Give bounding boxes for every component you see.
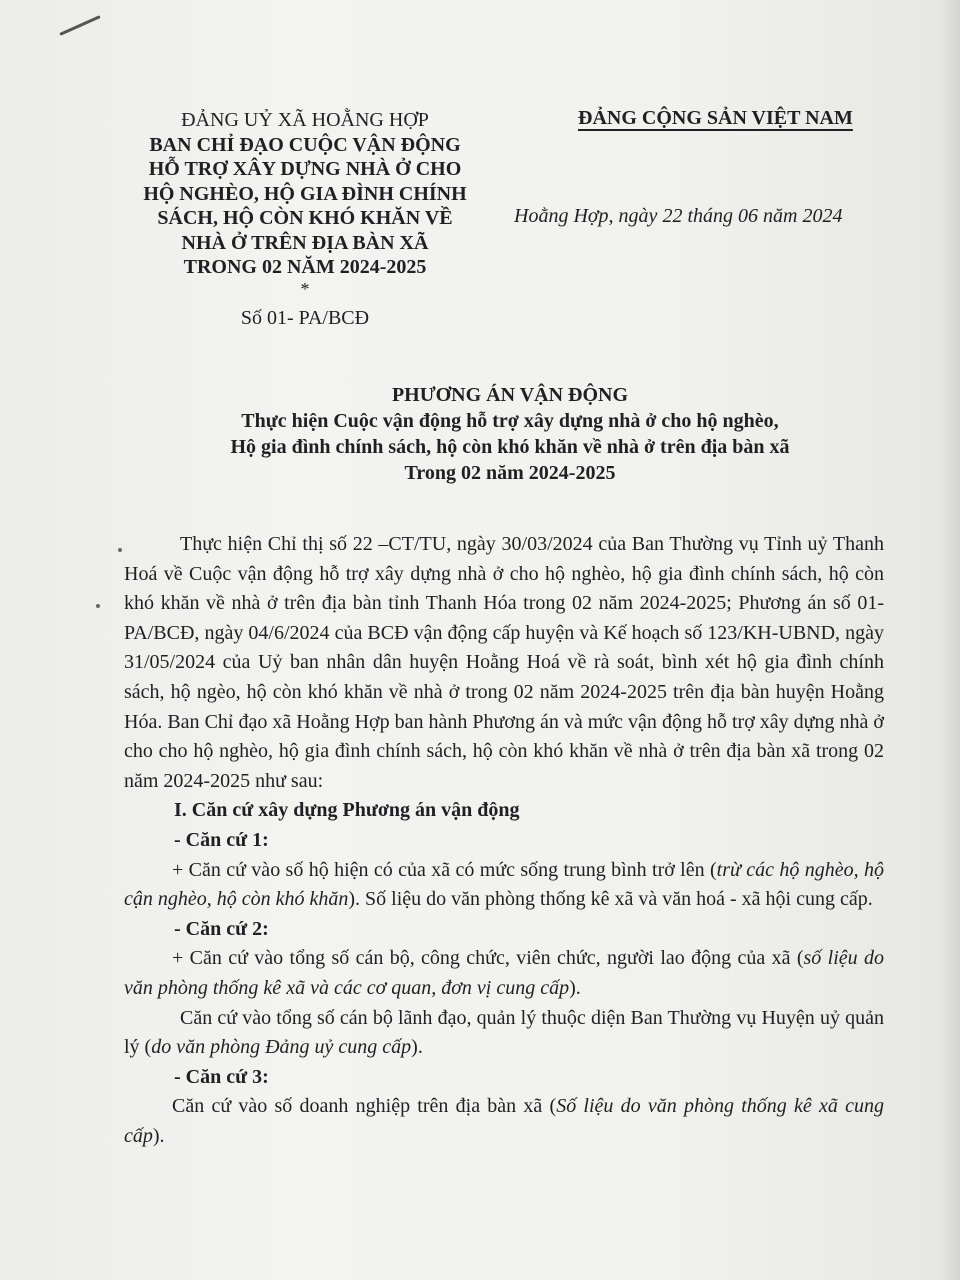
ink-dot-mark: [118, 548, 122, 552]
committee-line: BAN CHỈ ĐẠO CUỘC VẬN ĐỘNG: [149, 133, 461, 156]
basis-text-tail: ).: [569, 976, 581, 999]
basis-italic-text: số liệu do văn phòng thống kê xã và các cơ quan, đơn vị cung cấp: [124, 947, 884, 999]
party-name: ĐẢNG CỘNG SẢN VIỆT NAM: [578, 107, 853, 129]
document-subtitle-line: Thực hiện Cuộc vận động hỗ trợ xây dựng nhà ở cho hộ nghèo,: [241, 410, 779, 432]
document-subtitle-line: Hộ gia đình chính sách, hộ còn khó khăn về nhà ở trên địa bàn xã: [230, 436, 790, 458]
basis-italic-text: Số liệu do văn phòng thống kê xã cung cấp: [124, 1095, 884, 1147]
basis-text-tail: ). Số liệu do văn phòng thống kê xã và văn hoá - xã hội cung cấp.: [348, 888, 873, 911]
issuing-body-header: [110, 108, 500, 330]
document-body: [124, 530, 884, 1151]
basis-italic-text: trừ các hộ nghèo, hộ cận nghèo, hộ còn khó khăn: [124, 858, 884, 911]
basis-text: Căn cứ vào tổng số cán bộ lãnh đạo, quản lý thuộc diện Ban Thường vụ Huyện uỷ quản lý (: [124, 1006, 884, 1059]
basis-text: + Căn cứ vào tổng số cán bộ, công chức, viên chức, người lao động của xã (: [172, 947, 804, 970]
basis-text: + Căn cứ vào số hộ hiện có của xã có mức sống trung bình trở lên (: [172, 858, 717, 881]
basis-paragraph: [124, 1092, 884, 1151]
pen-stroke-mark: [59, 15, 100, 36]
committee-line: SÁCH, HỘ CÒN KHÓ KHĂN VỀ: [157, 207, 453, 229]
basis-label: - Căn cứ 1:: [174, 828, 269, 851]
document-title: PHƯƠNG ÁN VẬN ĐỘNG: [391, 384, 629, 406]
basis-label: - Căn cứ 2:: [174, 917, 269, 940]
page-shadow-edge: [938, 0, 960, 1280]
party-committee-name: ĐẢNG UỶ XÃ HOẰNG HỢP: [181, 109, 429, 131]
committee-line: TRONG 02 NĂM 2024-2025: [183, 256, 427, 278]
document-number: Số 01- PA/BCĐ: [240, 306, 370, 329]
document-subtitle-line: Trong 02 năm 2024-2025: [404, 462, 616, 484]
document-title-block: [100, 382, 920, 486]
basis-italic-text: do văn phòng Đảng uỷ cung cấp: [151, 1036, 412, 1059]
committee-line: HỘ NGHÈO, HỘ GIA ĐÌNH CHÍNH: [143, 182, 467, 205]
committee-line: NHÀ Ở TRÊN ĐỊA BÀN XÃ: [181, 231, 429, 254]
section-heading: I. Căn cứ xây dựng Phương án vận động: [174, 799, 520, 822]
basis-paragraph: [124, 1004, 884, 1063]
place-and-date: Hoằng Hợp, ngày 22 tháng 06 năm 2024: [514, 205, 843, 227]
basis-label: - Căn cứ 3:: [174, 1065, 269, 1088]
committee-line: HỖ TRỢ XÂY DỰNG NHÀ Ở CHO: [148, 158, 462, 180]
basis-text: Căn cứ vào số doanh nghiệp trên địa bàn xã (: [172, 1095, 557, 1118]
basis-text-tail: ).: [411, 1036, 423, 1059]
separator-star: *: [300, 278, 310, 299]
intro-paragraph: Thực hiện Chỉ thị số 22 –CT/TU, ngày 30/03/2024 của Ban Thường vụ Tỉnh uỷ Thanh Hoá về Cuộc vận động hỗ trợ xây dựng nhà ở cho hộ nghèo, hộ gia đình chính sách, hộ còn khó khăn về nhà ở trên địa bàn tỉnh Thanh Hóa trong 02 năm 2024-2025; Phương án số 01-PA/BCĐ, ngày 04/6/2024 của BCĐ vận động cấp huyện và Kế hoạch số 123/KH-UBND, ngày 31/05/2024 của Uỷ ban nhân dân huyện Hoằng Hoá về rà soát, bình xét hộ gia đình chính sách, hộ ngèo, hộ còn khó khăn về nhà ở trong 02 năm 2024-2025 trên địa bàn huyện Hoằng Hóa. Ban Chỉ đạo xã Hoằng Hợp ban hành Phương án và mức vận động hỗ trợ xây dựng nhà ở cho cho hộ nghèo, hộ gia đình chính sách, hộ còn khó khăn về nhà ở trên địa bàn xã trong 02 năm 2024-2025 như sau:: [124, 533, 884, 792]
basis-paragraph: [124, 944, 884, 1003]
basis-text-tail: ).: [152, 1124, 165, 1147]
basis-paragraph: [124, 856, 884, 915]
ink-dot-mark: [96, 604, 100, 608]
